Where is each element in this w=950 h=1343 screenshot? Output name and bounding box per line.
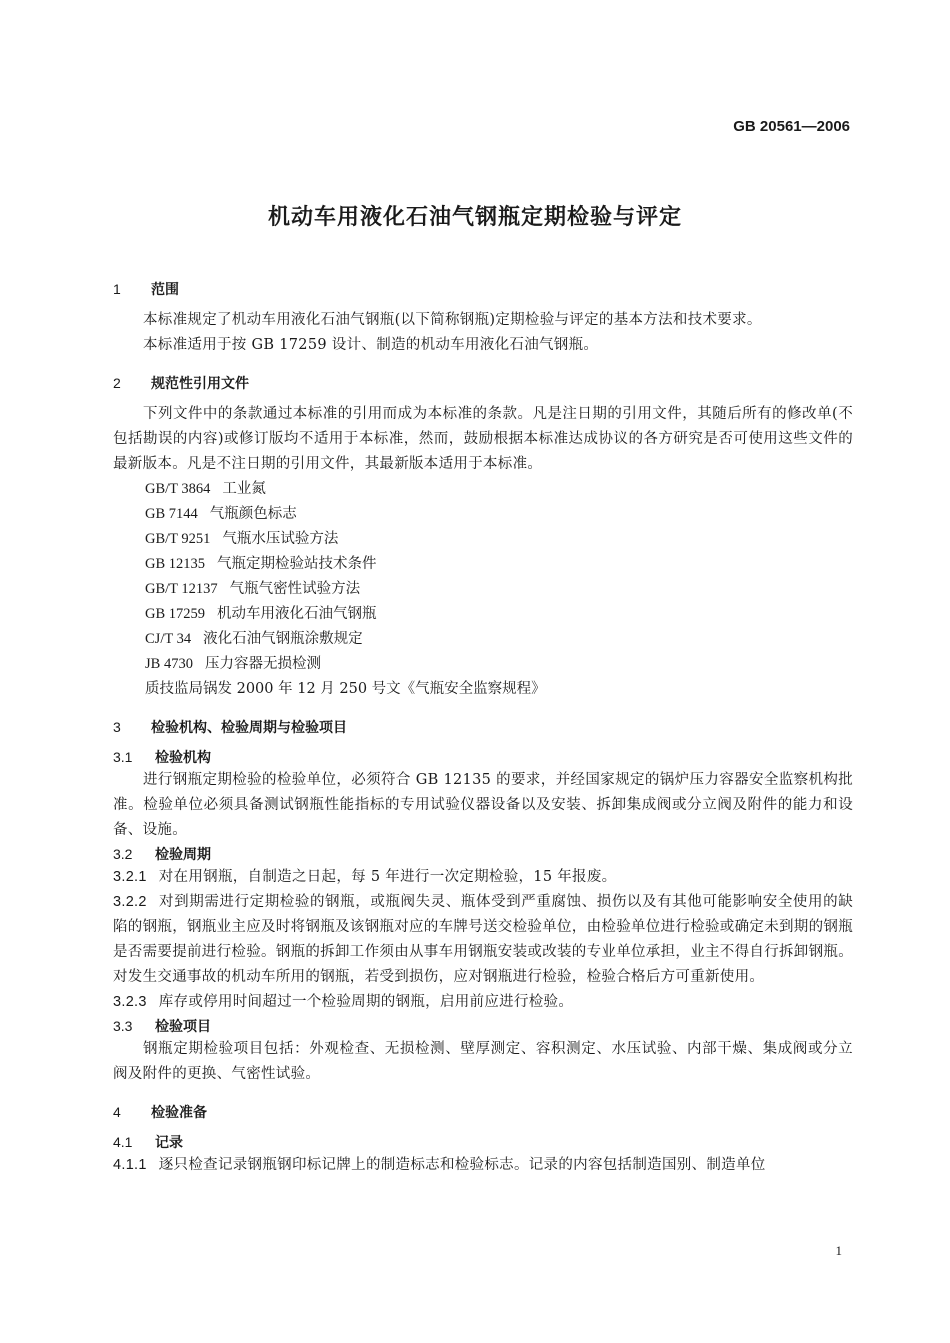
section-number: 1 (113, 281, 121, 297)
reference-item: CJ/T 34 液化石油气钢瓶涂敷规定 (145, 631, 363, 647)
subsection-3-2-heading: 3.2 检验周期 (113, 846, 211, 863)
subsection-3-3-para: 钢瓶定期检验项目包括：外观检查、无损检测、壁厚测定、容积测定、水压试验、内部干燥、集成阀或分立阀及附件的更换、气密性试验。 (113, 1041, 853, 1082)
subsection-4-1-heading: 4.1 记录 (113, 1134, 183, 1151)
reference-item: GB/T 9251 气瓶水压试验方法 (145, 531, 339, 547)
section-3-heading (113, 716, 853, 746)
document-body (113, 278, 853, 1178)
section-2-intro: 下列文件中的条款通过本标准的引用而成为本标准的条款。凡是注日期的引用文件，其随后所有的修改单(不包括勘误的内容)或修订版均不适用于本标准，然而，鼓励根据本标准达成协议的各方研究是否可使用这些文件的最新版本。凡是不注日期的引用文件，其最新版本适用于本标准。 (113, 406, 853, 472)
reference-item: JB 4730 压力容器无损检测 (145, 656, 321, 672)
clause-3-2-3: 3.2.3 库存或停用时间超过一个检验周期的钢瓶，启用前应进行检验。 (113, 994, 574, 1010)
section-number: 3 (113, 719, 121, 735)
reference-item: GB 12135 气瓶定期检验站技术条件 (145, 556, 377, 572)
subsection-3-3-heading: 3.3 检验项目 (113, 1018, 211, 1035)
standard-code: GB 20561—2006 (733, 118, 850, 135)
reference-item: GB 7144 气瓶颜色标志 (145, 506, 297, 522)
subsection-3-1-heading: 3.1 检验机构 (113, 749, 211, 766)
section-title: 检验准备 (151, 1105, 207, 1121)
clause-3-2-2: 3.2.2 对到期需进行定期检验的钢瓶，或瓶阀失灵、瓶体受到严重腐蚀、损伤以及有其他可能影响安全使用的缺陷的钢瓶，钢瓶业主应及时将钢瓶及该钢瓶对应的车牌号送交检验单位，由检验单位进行检验或确定未到期的钢瓶是否需要提前进行检验。钢瓶的拆卸工作须由从事车用钢瓶安装或改装的专业单位承担，业主不得自行拆卸钢瓶。对发生交通事故的机动车所用的钢瓶，若受到损伤，应对钢瓶进行检验，检验合格后方可重新使用。 (113, 894, 853, 985)
section-1-heading (113, 278, 853, 308)
document-title: 机动车用液化石油气钢瓶定期检验与评定 (267, 205, 682, 230)
section-number: 2 (113, 375, 121, 391)
section-title: 范围 (151, 282, 179, 298)
reference-item: GB 17259 机动车用液化石油气钢瓶 (145, 606, 377, 622)
clause-4-1-1: 4.1.1 逐只检查记录钢瓶钢印标记牌上的制造标志和检验标志。记录的内容包括制造国别、制造单位 (113, 1157, 766, 1173)
section-4-heading (113, 1101, 853, 1131)
section-1-para-2: 本标准适用于按 GB 17259 设计、制造的机动车用液化石油气钢瓶。 (143, 337, 599, 353)
page-number: 1 (835, 1243, 842, 1258)
section-2-heading (113, 372, 853, 402)
reference-item: 质技监局锅发 2000 年 12 月 250 号文《气瓶安全监察规程》 (145, 681, 546, 697)
subsection-3-1-para: 进行钢瓶定期检验的检验单位，必须符合 GB 12135 的要求，并经国家规定的锅炉压力容器安全监察机构批准。检验单位必须具备测试钢瓶性能指标的专用试验仪器设备以及安装、拆卸集成阀或分立阀及附件的能力和设备、设施。 (113, 772, 853, 838)
reference-item: GB/T 3864 工业氮 (145, 481, 266, 497)
clause-3-2-1: 3.2.1 对在用钢瓶，自制造之日起，每 5 年进行一次定期检验，15 年报废。 (113, 869, 617, 885)
reference-item: GB/T 12137 气瓶气密性试验方法 (145, 581, 361, 597)
section-1-para-1: 本标准规定了机动车用液化石油气钢瓶(以下简称钢瓶)定期检验与评定的基本方法和技术要求。 (143, 312, 762, 328)
section-title: 规范性引用文件 (151, 376, 249, 392)
reference-list (113, 477, 853, 702)
section-title: 检验机构、检验周期与检验项目 (151, 720, 347, 736)
section-number: 4 (113, 1104, 121, 1120)
